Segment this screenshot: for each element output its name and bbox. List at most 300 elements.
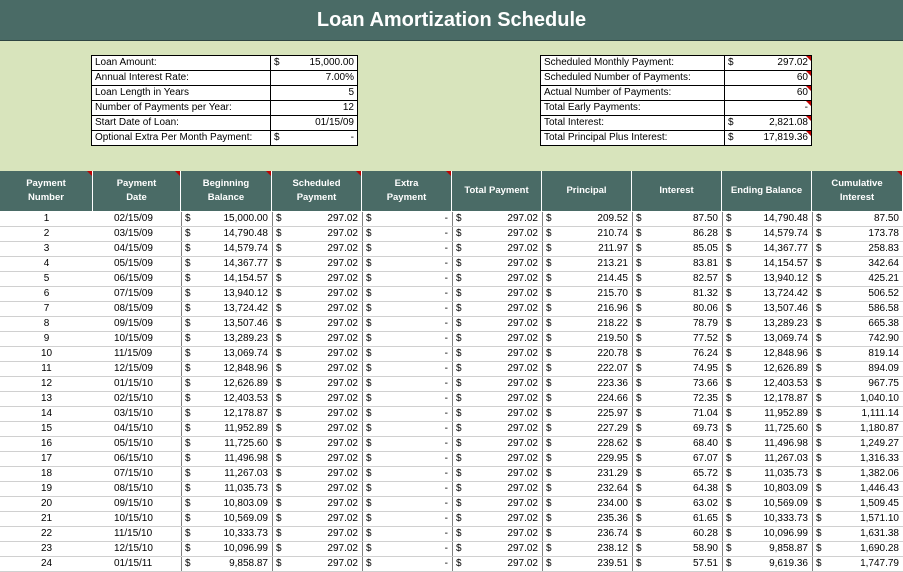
amount-cell[interactable]: 73.66 (692, 378, 718, 389)
currency-symbol: $ (272, 407, 286, 421)
payment-number-cell[interactable]: 20 (40, 498, 53, 509)
amount-cell[interactable]: - (444, 318, 448, 329)
payment-number-cell[interactable]: 17 (40, 453, 53, 464)
payment-number-cell[interactable]: 14 (40, 408, 53, 419)
amount-cell[interactable]: 1,571.10 (860, 513, 899, 524)
payment-number-cell[interactable]: 5 (43, 273, 50, 284)
payment-date-cell[interactable]: 10/15/09 (114, 333, 153, 344)
amount-cell[interactable]: - (444, 303, 448, 314)
payment-number-cell[interactable]: 18 (40, 468, 53, 479)
payment-date-cell[interactable]: 06/15/09 (114, 273, 153, 284)
column-header-2[interactable] (93, 171, 181, 211)
amount-cell[interactable]: 13,940.12 (223, 288, 268, 299)
payment-date-cell[interactable]: 05/15/10 (114, 438, 153, 449)
result-currency[interactable]: $ (725, 116, 742, 131)
amount-cell[interactable]: 224.66 (597, 393, 628, 404)
amount-cell[interactable]: 819.14 (868, 348, 899, 359)
amount-cell[interactable]: 229.95 (597, 453, 628, 464)
amount-cell[interactable]: 80.06 (692, 303, 718, 314)
currency-symbol: $ (632, 557, 646, 571)
input-currency[interactable]: $ (271, 131, 288, 146)
amount-cell[interactable]: 76.24 (692, 348, 718, 359)
amount-cell[interactable]: 1,249.27 (860, 438, 899, 449)
amount-cell[interactable]: 11,496.98 (764, 438, 808, 449)
amount-cell[interactable]: 63.02 (692, 498, 718, 509)
amount-cell[interactable]: 64.38 (692, 483, 718, 494)
result-value[interactable]: 2,821.08 (741, 116, 812, 131)
amount-cell[interactable]: 218.22 (597, 318, 628, 329)
amount-cell[interactable]: 219.50 (597, 333, 628, 344)
amount-cell[interactable]: - (444, 228, 448, 239)
payment-number-cell[interactable]: 16 (40, 438, 53, 449)
amount-cell[interactable]: 297.02 (327, 498, 358, 509)
amount-cell[interactable]: 297.02 (327, 483, 358, 494)
amount-cell[interactable]: 297.02 (327, 543, 358, 554)
amount-cell[interactable]: 297.02 (327, 333, 358, 344)
payment-number-cell[interactable]: 6 (43, 288, 50, 299)
input-label[interactable]: Loan Amount: (92, 56, 271, 71)
amount-cell[interactable]: 81.32 (692, 288, 718, 299)
amount-cell[interactable]: 1,180.87 (860, 423, 899, 434)
amount-cell[interactable]: 297.02 (507, 213, 538, 224)
payment-number-cell[interactable]: 23 (40, 543, 53, 554)
amount-cell[interactable]: 71.04 (692, 408, 718, 419)
amount-cell[interactable]: 67.07 (692, 453, 718, 464)
amount-cell[interactable]: 297.02 (507, 228, 538, 239)
amount-cell[interactable]: 297.02 (507, 468, 538, 479)
input-value[interactable]: 7.00% (287, 71, 358, 86)
input-currency[interactable] (271, 86, 288, 101)
amount-cell[interactable]: - (444, 213, 448, 224)
amount-cell[interactable]: 12,626.89 (763, 363, 808, 374)
amount-cell[interactable]: 1,509.45 (860, 498, 899, 509)
amount-cell[interactable]: 86.28 (692, 228, 718, 239)
currency-symbol: $ (272, 497, 286, 511)
column-header-1[interactable] (0, 171, 93, 211)
amount-cell[interactable]: 12,403.53 (223, 393, 268, 404)
result-currency[interactable] (725, 86, 742, 101)
payment-date-cell[interactable]: 12/15/09 (114, 363, 153, 374)
amount-cell[interactable]: 83.81 (692, 258, 718, 269)
amount-cell[interactable]: 11,035.73 (764, 468, 808, 479)
input-label[interactable]: Loan Length in Years (92, 86, 271, 101)
amount-cell[interactable]: 297.02 (327, 393, 358, 404)
amount-cell[interactable]: - (444, 243, 448, 254)
column-header-label: Payment Date (116, 178, 157, 203)
amount-cell[interactable]: 223.36 (597, 378, 628, 389)
amount-cell[interactable]: 13,724.42 (223, 303, 268, 314)
amount-cell[interactable]: 297.02 (507, 528, 538, 539)
payment-number-cell[interactable]: 19 (40, 483, 53, 494)
amount-cell[interactable]: 425.21 (868, 273, 899, 284)
input-currency[interactable] (271, 101, 288, 116)
input-value[interactable]: 12 (287, 101, 358, 116)
input-currency[interactable]: $ (271, 56, 288, 71)
amount-cell[interactable]: 11,725.60 (764, 423, 808, 434)
amount-cell[interactable]: 297.02 (507, 513, 538, 524)
amount-cell[interactable]: 297.02 (507, 333, 538, 344)
amount-cell[interactable]: 232.64 (597, 483, 628, 494)
amount-cell[interactable]: 1,382.06 (860, 468, 899, 479)
payment-number-cell[interactable]: 2 (43, 228, 50, 239)
currency-symbol: $ (632, 272, 646, 286)
amount-cell[interactable]: 10,803.09 (223, 498, 268, 509)
amount-cell[interactable]: 82.57 (692, 273, 718, 284)
input-currency[interactable] (271, 71, 288, 86)
payment-number-cell[interactable]: 24 (40, 558, 53, 569)
amount-cell[interactable]: 10,333.73 (763, 513, 808, 524)
amount-cell[interactable]: 13,069.74 (223, 348, 268, 359)
amount-cell[interactable]: 297.02 (327, 243, 358, 254)
currency-symbol: $ (722, 212, 736, 226)
column-header-10[interactable] (812, 171, 903, 211)
amount-cell[interactable]: 1,690.28 (860, 543, 899, 554)
amount-cell[interactable]: 297.02 (507, 498, 538, 509)
payment-date-cell[interactable]: 07/15/09 (114, 288, 153, 299)
payment-date-cell[interactable]: 06/15/10 (114, 453, 153, 464)
amount-cell[interactable]: 13,289.23 (763, 318, 808, 329)
payment-number-cell[interactable]: 9 (43, 333, 50, 344)
amount-cell[interactable]: 258.83 (868, 243, 899, 254)
result-currency[interactable] (725, 71, 742, 86)
amount-cell[interactable]: 297.02 (507, 273, 538, 284)
amount-cell[interactable]: - (444, 423, 448, 434)
amount-cell[interactable]: 60.28 (692, 528, 718, 539)
result-value[interactable]: 60 (741, 86, 812, 101)
column-header-7[interactable] (542, 171, 632, 211)
payment-date-cell[interactable]: 12/15/10 (114, 543, 153, 554)
amount-cell[interactable]: 11,035.73 (224, 483, 268, 494)
amount-cell[interactable]: 967.75 (868, 378, 899, 389)
payment-number-cell[interactable]: 1 (43, 213, 50, 224)
amount-cell[interactable]: 173.78 (868, 228, 899, 239)
amount-cell[interactable]: - (444, 513, 448, 524)
amount-cell[interactable]: - (444, 393, 448, 404)
input-value[interactable]: 15,000.00 (287, 56, 358, 71)
amount-cell[interactable]: 15,000.00 (223, 213, 268, 224)
amount-cell[interactable]: 297.02 (507, 408, 538, 419)
payment-date-cell[interactable]: 08/15/09 (114, 303, 153, 314)
amount-cell[interactable]: - (444, 468, 448, 479)
amount-cell[interactable]: 894.09 (868, 363, 899, 374)
currency-symbol: $ (452, 422, 466, 436)
result-label[interactable]: Total Principal Plus Interest: (541, 131, 725, 146)
amount-cell[interactable]: 12,403.53 (763, 378, 808, 389)
amount-cell[interactable]: 13,289.23 (223, 333, 268, 344)
currency-symbol: $ (362, 437, 376, 451)
amount-cell[interactable]: 211.97 (598, 243, 628, 254)
amount-cell[interactable]: 14,579.74 (763, 228, 808, 239)
amount-cell[interactable]: 10,096.99 (223, 543, 268, 554)
amount-cell[interactable]: 665.38 (868, 318, 899, 329)
result-currency[interactable]: $ (725, 56, 742, 71)
amount-cell[interactable]: 14,367.77 (223, 258, 268, 269)
payment-date-cell[interactable]: 02/15/10 (114, 393, 153, 404)
amount-cell[interactable]: - (444, 333, 448, 344)
payment-date-cell[interactable]: 10/15/10 (114, 513, 153, 524)
amount-cell[interactable]: 297.02 (507, 243, 538, 254)
amount-cell[interactable]: 74.95 (692, 363, 718, 374)
amount-cell[interactable]: 297.02 (327, 513, 358, 524)
amount-cell[interactable]: 72.35 (692, 393, 718, 404)
amount-cell[interactable]: - (444, 498, 448, 509)
amount-cell[interactable]: 297.02 (507, 438, 538, 449)
payment-date-cell[interactable]: 01/15/10 (114, 378, 153, 389)
column-header-9[interactable] (722, 171, 812, 211)
result-value[interactable]: 297.02 (741, 56, 812, 71)
payment-number-cell[interactable]: 3 (43, 243, 50, 254)
amount-cell[interactable]: 297.02 (327, 228, 358, 239)
amount-cell[interactable]: 238.12 (597, 543, 628, 554)
amount-cell[interactable]: 61.65 (692, 513, 718, 524)
amount-cell[interactable]: 297.02 (507, 453, 538, 464)
amount-cell[interactable]: 297.02 (507, 303, 538, 314)
amount-cell[interactable]: 1,747.79 (860, 558, 899, 569)
amount-cell[interactable]: 297.02 (327, 438, 358, 449)
column-header-3[interactable] (181, 171, 272, 211)
amount-cell[interactable]: 1,111.14 (861, 408, 899, 419)
amount-cell[interactable]: 297.02 (507, 258, 538, 269)
amount-cell[interactable]: 214.45 (597, 273, 628, 284)
amount-cell[interactable]: 506.52 (868, 288, 899, 299)
amount-cell[interactable]: 10,096.99 (763, 528, 808, 539)
input-label[interactable]: Start Date of Loan: (92, 116, 271, 131)
payment-number-cell[interactable]: 15 (40, 423, 53, 434)
amount-cell[interactable]: 13,724.42 (763, 288, 808, 299)
payment-number-cell[interactable]: 13 (40, 393, 53, 404)
amount-cell[interactable]: 12,848.96 (223, 363, 268, 374)
amount-cell[interactable]: 297.02 (327, 303, 358, 314)
amount-cell[interactable]: 225.97 (597, 408, 628, 419)
amount-cell[interactable]: - (444, 363, 448, 374)
amount-cell[interactable]: 297.02 (327, 348, 358, 359)
payment-number-cell[interactable]: 11 (41, 363, 52, 374)
amount-cell[interactable]: 297.02 (507, 558, 538, 569)
payment-date-cell[interactable]: 01/15/11 (114, 558, 153, 569)
amount-cell[interactable]: 1,446.43 (860, 483, 899, 494)
amount-cell[interactable]: 14,154.57 (763, 258, 808, 269)
amount-cell[interactable]: - (444, 273, 448, 284)
payment-number-cell[interactable]: 12 (40, 378, 53, 389)
amount-cell[interactable]: 65.72 (692, 468, 718, 479)
amount-cell[interactable]: - (444, 348, 448, 359)
amount-cell[interactable]: 13,507.46 (223, 318, 268, 329)
amount-cell[interactable]: 1,631.38 (860, 528, 899, 539)
amount-cell[interactable]: 10,569.09 (763, 498, 808, 509)
result-value[interactable]: 60 (741, 71, 812, 86)
column-header-8[interactable] (632, 171, 722, 211)
currency-symbol: $ (542, 392, 556, 406)
column-header-4[interactable] (272, 171, 362, 211)
amount-cell[interactable]: 11,267.03 (224, 468, 268, 479)
amount-cell[interactable]: - (444, 408, 448, 419)
currency-symbol: $ (542, 452, 556, 466)
input-value[interactable]: 01/15/09 (287, 116, 358, 131)
result-value[interactable]: - (741, 101, 812, 116)
amount-cell[interactable]: 57.51 (692, 558, 718, 569)
input-currency[interactable] (271, 116, 288, 131)
amount-cell[interactable]: 297.02 (327, 423, 358, 434)
amount-cell[interactable]: 297.02 (327, 468, 358, 479)
amount-cell[interactable]: 297.02 (327, 318, 358, 329)
payment-number-cell[interactable]: 4 (43, 258, 50, 269)
amount-cell[interactable]: 297.02 (327, 258, 358, 269)
amount-cell[interactable]: 222.07 (597, 363, 628, 374)
payment-date-cell[interactable]: 11/15/09 (114, 348, 153, 359)
payment-number-cell[interactable]: 7 (43, 303, 50, 314)
amount-cell[interactable]: 78.79 (692, 318, 718, 329)
amount-cell[interactable]: 11,952.89 (764, 408, 808, 419)
amount-cell[interactable]: 297.02 (327, 453, 358, 464)
result-currency[interactable] (725, 101, 742, 116)
amount-cell[interactable]: 297.02 (507, 543, 538, 554)
payment-date-cell[interactable]: 07/15/10 (114, 468, 153, 479)
amount-cell[interactable]: 87.50 (692, 213, 718, 224)
result-label[interactable]: Total Early Payments: (541, 101, 725, 116)
input-label[interactable]: Number of Payments per Year: (92, 101, 271, 116)
amount-cell[interactable]: 11,725.60 (224, 438, 268, 449)
result-value[interactable]: 17,819.36 (741, 131, 812, 146)
payment-date-cell[interactable]: 03/15/09 (114, 228, 153, 239)
amount-cell[interactable]: 297.02 (507, 348, 538, 359)
amount-cell[interactable]: 342.64 (868, 258, 899, 269)
payment-number-cell[interactable]: 10 (40, 348, 53, 359)
amount-cell[interactable]: 297.02 (507, 288, 538, 299)
payment-date-cell[interactable]: 04/15/10 (114, 423, 153, 434)
currency-symbol: $ (722, 257, 736, 271)
payment-date-cell[interactable]: 02/15/09 (114, 213, 153, 224)
input-value[interactable]: - (287, 131, 358, 146)
amount-cell[interactable]: 85.05 (692, 243, 718, 254)
amount-cell[interactable]: 216.96 (597, 303, 628, 314)
amount-cell[interactable]: 586.58 (868, 303, 899, 314)
amount-cell[interactable]: 58.90 (692, 543, 718, 554)
amount-cell[interactable]: 10,803.09 (763, 483, 808, 494)
amount-cell[interactable]: 1,040.10 (860, 393, 899, 404)
amount-cell[interactable]: 215.70 (597, 288, 628, 299)
amount-cell[interactable]: 14,790.48 (223, 228, 268, 239)
amount-cell[interactable]: - (444, 483, 448, 494)
amount-cell[interactable]: - (444, 528, 448, 539)
input-value[interactable]: 5 (287, 86, 358, 101)
amount-cell[interactable]: 209.52 (597, 213, 628, 224)
amount-cell[interactable]: 297.02 (507, 423, 538, 434)
amount-cell[interactable]: 297.02 (327, 528, 358, 539)
amount-cell[interactable]: 297.02 (507, 378, 538, 389)
currency-symbol: $ (812, 542, 826, 556)
amount-cell[interactable]: 14,367.77 (763, 243, 808, 254)
column-header-6[interactable] (452, 171, 542, 211)
amount-cell[interactable]: 297.02 (327, 363, 358, 374)
amount-cell[interactable]: 213.21 (597, 258, 628, 269)
amount-cell[interactable]: 9,858.87 (769, 543, 808, 554)
payment-date-cell[interactable]: 04/15/09 (114, 243, 153, 254)
amount-cell[interactable]: 11,952.89 (224, 423, 268, 434)
amount-cell[interactable]: - (444, 258, 448, 269)
amount-cell[interactable]: 742.90 (868, 333, 899, 344)
amount-cell[interactable]: 227.29 (597, 423, 628, 434)
amount-cell[interactable]: 236.74 (597, 528, 628, 539)
payment-date-cell[interactable]: 05/15/09 (114, 258, 153, 269)
amount-cell[interactable]: 10,569.09 (223, 513, 268, 524)
result-label[interactable]: Actual Number of Payments: (541, 86, 725, 101)
amount-cell[interactable]: 9,619.36 (769, 558, 808, 569)
amount-cell[interactable]: 1,316.33 (860, 453, 899, 464)
amount-cell[interactable]: 239.51 (597, 558, 628, 569)
amount-cell[interactable]: 12,626.89 (223, 378, 268, 389)
payment-date-cell[interactable]: 09/15/10 (114, 498, 153, 509)
amount-cell[interactable]: 10,333.73 (223, 528, 268, 539)
amount-cell[interactable]: - (444, 438, 448, 449)
input-row (92, 101, 358, 116)
result-label[interactable]: Total Interest: (541, 116, 725, 131)
input-label[interactable]: Annual Interest Rate: (92, 71, 271, 86)
payment-number-cell[interactable]: 22 (40, 528, 53, 539)
amount-cell[interactable]: 68.40 (692, 438, 718, 449)
amount-cell[interactable]: - (444, 378, 448, 389)
amount-cell[interactable]: 87.50 (873, 213, 899, 224)
amount-cell[interactable]: 297.02 (327, 213, 358, 224)
amount-cell[interactable]: - (444, 543, 448, 554)
input-label[interactable]: Optional Extra Per Month Payment: (92, 131, 271, 146)
amount-cell[interactable]: 11,267.03 (764, 453, 808, 464)
payment-date-cell[interactable]: 08/15/10 (114, 483, 153, 494)
payment-number-cell[interactable]: 8 (43, 318, 50, 329)
amount-cell[interactable]: - (444, 288, 448, 299)
payment-number-cell[interactable]: 21 (40, 513, 53, 524)
result-label[interactable]: Scheduled Monthly Payment: (541, 56, 725, 71)
amount-cell[interactable]: 297.02 (327, 378, 358, 389)
amount-cell[interactable]: 14,790.48 (763, 213, 808, 224)
amount-cell[interactable]: 297.02 (507, 393, 538, 404)
payment-date-cell[interactable]: 11/15/10 (114, 528, 153, 539)
amount-cell[interactable]: 231.29 (597, 468, 628, 479)
amount-cell[interactable]: 12,848.96 (763, 348, 808, 359)
amount-cell[interactable]: 210.74 (597, 228, 628, 239)
amount-cell[interactable]: 220.78 (597, 348, 628, 359)
amount-cell[interactable]: 11,496.98 (224, 453, 268, 464)
payment-date-cell[interactable]: 09/15/09 (114, 318, 153, 329)
amount-cell[interactable]: 77.52 (692, 333, 718, 344)
amount-cell[interactable]: 9,858.87 (229, 558, 268, 569)
amount-cell[interactable]: 12,178.87 (223, 408, 268, 419)
payment-date-cell[interactable]: 03/15/10 (114, 408, 153, 419)
amount-cell[interactable]: - (444, 453, 448, 464)
column-header-5[interactable] (362, 171, 452, 211)
amount-cell[interactable]: 297.02 (327, 408, 358, 419)
amount-cell[interactable]: 12,178.87 (763, 393, 808, 404)
amount-cell[interactable]: 234.00 (597, 498, 628, 509)
amount-cell[interactable]: 297.02 (327, 288, 358, 299)
amount-cell[interactable]: 297.02 (327, 558, 358, 569)
amount-cell[interactable]: 297.02 (327, 273, 358, 284)
amount-cell[interactable]: - (444, 558, 448, 569)
amount-cell[interactable]: 14,579.74 (223, 243, 268, 254)
amount-cell[interactable]: 297.02 (507, 483, 538, 494)
amount-cell[interactable]: 13,507.46 (763, 303, 808, 314)
amount-cell[interactable]: 228.62 (597, 438, 628, 449)
loan-inputs-table (91, 55, 358, 146)
amount-cell[interactable]: 297.02 (507, 363, 538, 374)
result-currency[interactable]: $ (725, 131, 742, 146)
amount-cell[interactable]: 69.73 (692, 423, 718, 434)
amount-cell[interactable]: 13,069.74 (763, 333, 808, 344)
amount-cell[interactable]: 14,154.57 (223, 273, 268, 284)
amount-cell[interactable]: 235.36 (597, 513, 628, 524)
amount-cell[interactable]: 13,940.12 (763, 273, 808, 284)
result-label[interactable]: Scheduled Number of Payments: (541, 71, 725, 86)
amount-cell[interactable]: 297.02 (507, 318, 538, 329)
